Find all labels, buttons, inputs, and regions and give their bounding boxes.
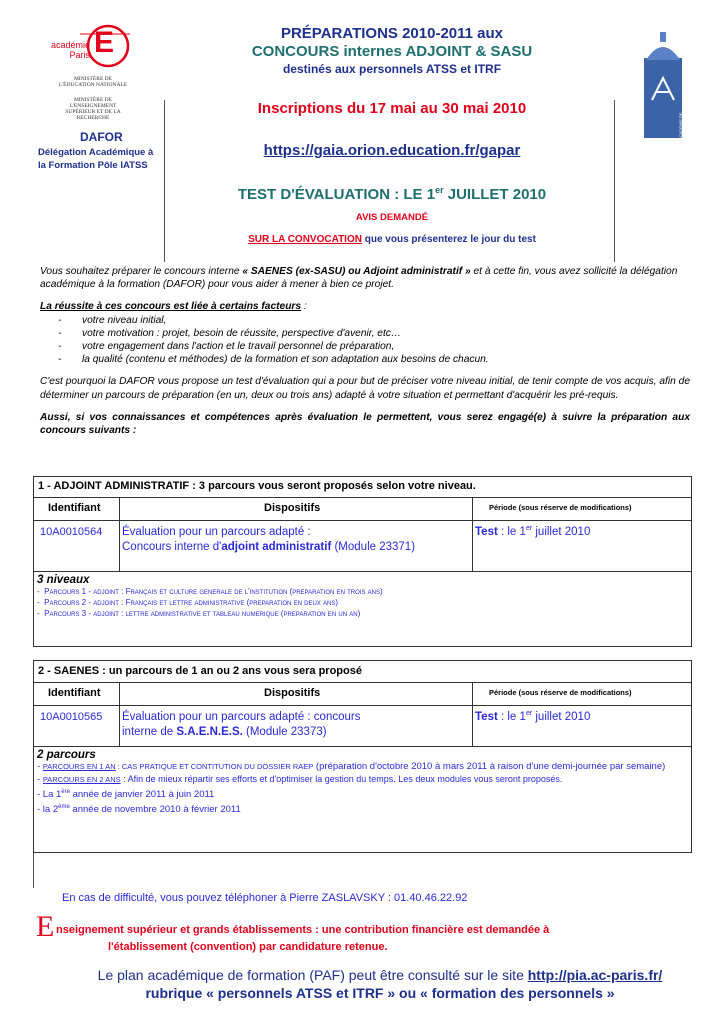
row-identifiant: 10A0010564 bbox=[40, 526, 103, 538]
intro-p2-text: C'est pourquoi la DAFOR vous propose un test d'évaluation qui a pour but de préciser votre niveau initial, de tenir compte de vos acquis, afin de déterminer un parcours de préparation (en un, deux ou trois ans) adapté à votre situation et permettant d'acquérir les pré-requis. bbox=[40, 376, 690, 401]
parcours-title: 2 parcours bbox=[37, 749, 96, 761]
period-pre: : le 1 bbox=[497, 710, 526, 723]
enseignement-line-1: nseignement supérieur et grands établissements : une contribution financière est demandée à bbox=[56, 924, 550, 936]
dispositif-bold: S.A.E.N.E.S. bbox=[176, 726, 243, 738]
pia-link[interactable]: http://pia.ac-paris.fr/ bbox=[527, 967, 663, 983]
ministry-education: MINISTÈRE DE L'ÉDUCATION NATIONALE bbox=[58, 76, 128, 88]
factor-text: votre motivation : projet, besoin de réussite, perspective d'avenir, etc… bbox=[82, 327, 402, 339]
level-text: Parcours 3 - adjoint : lettre administrative et tableau numerique (preparation en un an) bbox=[44, 609, 361, 618]
logo-letter: E bbox=[94, 26, 115, 59]
intro-paragraph-1 bbox=[40, 265, 690, 291]
dispositif-line-2 bbox=[122, 540, 467, 555]
test-title-sup: er bbox=[435, 185, 444, 195]
factor-text: votre engagement dans l'action et le travail personnel de préparation, bbox=[82, 341, 395, 353]
convocation-underlined: SUR LA CONVOCATION bbox=[248, 234, 362, 245]
dispositif-pre: interne de bbox=[122, 726, 177, 738]
list-item: - Parcours 3 - adjoint : lettre administrative et tableau numerique (preparation en un an) bbox=[37, 609, 361, 618]
level-text: Parcours 2 - adjoint : Français et lettre administrative (preparation en deux ans) bbox=[44, 598, 339, 607]
parcours-list bbox=[37, 761, 688, 816]
list-item: - votre niveau initial, bbox=[58, 314, 167, 326]
table-header-row bbox=[34, 498, 691, 521]
academie-logo bbox=[42, 22, 132, 84]
col-identifiant: Identifiant bbox=[48, 687, 101, 699]
year-2-pre: - la 2 bbox=[37, 804, 59, 816]
period-pre: : le 1 bbox=[497, 525, 526, 538]
parcours-1-rest: (préparation d'octobre 2010 à mars 2011 à raison d'une demi-journée par semaine) bbox=[313, 761, 666, 772]
emblem-text: ACADÉMIE DE PARIS bbox=[678, 112, 688, 140]
year-2-line bbox=[37, 801, 688, 816]
intro-p1-b: « SAENES (ex-SASU) ou Adjoint administratif » bbox=[242, 266, 471, 277]
inscriptions-dates: Inscriptions du 17 mai au 30 mai 2010 bbox=[257, 100, 527, 117]
row-dispositif bbox=[122, 525, 467, 555]
levels-section bbox=[34, 572, 691, 621]
dispositif-line-1: Évaluation pour un parcours adapté : bbox=[122, 526, 311, 538]
list-item: - PARCOURS EN 1 AN : CAS PRATIQUE ET CONTITUTION DU DOSSIER RAEP (préparation d'octobre 2010 à mars 2011 à raison d'une demi-journée par semaine) bbox=[37, 761, 666, 772]
right-divider bbox=[614, 100, 615, 262]
dispositif-pre: Concours interne d' bbox=[122, 541, 222, 553]
side-rule bbox=[33, 853, 34, 888]
row-periode bbox=[475, 525, 590, 538]
year-1-post: année de janvier 2011 à juin 2011 bbox=[69, 789, 215, 801]
dafor-title: DAFOR bbox=[80, 130, 123, 144]
factor-text: votre niveau initial, bbox=[82, 314, 167, 326]
list-item: - Parcours 1 - adjoint : Français et culture generale de l'institution (preparation en trois ans) bbox=[37, 587, 383, 596]
convocation-note bbox=[172, 234, 612, 245]
level-text: Parcours 1 - adjoint : Français et culture generale de l'institution (preparation en trois ans) bbox=[44, 587, 383, 596]
factors-list bbox=[58, 314, 690, 367]
levels-list bbox=[37, 586, 688, 619]
table-saenes bbox=[33, 660, 692, 853]
col-periode: Période (sous réserve de modifications) bbox=[489, 688, 632, 697]
ministry-higher-education: MINISTÈRE DE L'ENSEIGNEMENT SUPÉRIEUR ET DE LA RECHERCHE bbox=[65, 97, 121, 121]
left-divider bbox=[164, 100, 165, 262]
period-sup: er bbox=[525, 525, 533, 532]
col-identifiant: Identifiant bbox=[48, 502, 101, 514]
dispositif-line-2 bbox=[122, 725, 467, 740]
parcours-2-rest: : Afin de mieux répartir ses efforts et d'optimiser la gestion du temps. Les deux modules vous seront proposés. bbox=[120, 774, 563, 784]
gaia-link[interactable]: https://gaia.orion.education.fr/gapar bbox=[263, 142, 521, 159]
intro-paragraph-2 bbox=[40, 375, 690, 401]
big-e-initial: E bbox=[36, 910, 55, 943]
table-heading-row bbox=[34, 477, 691, 498]
title-line-2: CONCOURS internes ADJOINT & SASU bbox=[251, 43, 533, 60]
dispositif-post: (Module 23373) bbox=[242, 726, 327, 738]
dispositif-bold: adjoint administratif bbox=[221, 541, 332, 553]
period-test: Test bbox=[475, 710, 498, 723]
row-dispositif bbox=[122, 710, 467, 740]
table-heading: 2 - SAENES : un parcours de 1 an ou 2 ans vous sera proposé bbox=[38, 665, 362, 677]
year-1-sup: ère bbox=[61, 789, 70, 795]
intro-paragraph-3 bbox=[40, 411, 690, 437]
intro-section bbox=[40, 265, 690, 437]
col-periode: Période (sous réserve de modifications) bbox=[489, 503, 632, 512]
table-heading: 1 - ADJOINT ADMINISTRATIF : 3 parcours vous seront proposés selon votre niveau. bbox=[38, 480, 476, 492]
paf-text: Le plan académique de formation (PAF) peut être consulté sur le site bbox=[97, 967, 528, 983]
year-1-line bbox=[37, 786, 688, 801]
table-adjoint bbox=[33, 476, 692, 647]
year-2-sup: ème bbox=[58, 804, 70, 811]
avis-demande: AVIS DEMANDÉ bbox=[355, 212, 429, 223]
list-item: - PARCOURS EN 2 ANS : Afin de mieux répartir ses efforts et d'optimiser la gestion du temps. Les deux modules vous seront proposés. bbox=[37, 774, 563, 785]
row-identifiant: 10A0010565 bbox=[40, 711, 103, 723]
levels-title: 3 niveaux bbox=[37, 574, 90, 586]
test-date-title bbox=[172, 185, 612, 203]
table-header-row bbox=[34, 683, 691, 706]
parcours-section bbox=[34, 747, 691, 818]
period-sup: er bbox=[525, 710, 533, 717]
table-row bbox=[34, 521, 691, 572]
col-dispositifs: Dispositifs bbox=[264, 687, 321, 699]
period-test: Test bbox=[475, 525, 498, 538]
year-2-post: année de novembre 2010 à février 2011 bbox=[69, 804, 241, 816]
intro-p1-c: et à cette fin, vous avez sollicité la délégation académique à la formation (DAFOR) pour vous aider à mener à bien ce projet. bbox=[40, 266, 678, 291]
academie-paris-emblem bbox=[640, 30, 686, 140]
enseignement-line-2: l'établissement (convention) par candidature retenue. bbox=[108, 941, 388, 953]
list-item: - votre engagement dans l'action et le travail personnel de préparation, bbox=[58, 341, 395, 353]
test-title-pre: TEST D'ÉVALUATION : LE 1 bbox=[237, 186, 436, 203]
col-dispositifs: Dispositifs bbox=[264, 502, 321, 514]
factors-title: La réussite à ces concours est liée à certains facteurs bbox=[40, 301, 302, 313]
parcours-1-small: : CAS PRATIQUE ET CONTITUTION DU DOSSIER RAEP bbox=[115, 762, 314, 771]
list-item: - Parcours 2 - adjoint : Français et lettre administrative (preparation en deux ans) bbox=[37, 598, 339, 607]
contact-line: En cas de difficulté, vous pouvez téléphoner à Pierre ZASLAVSKY : 01.40.46.22.92 bbox=[62, 892, 468, 904]
period-post: juillet 2010 bbox=[532, 525, 591, 538]
period-post: juillet 2010 bbox=[532, 710, 591, 723]
table-row bbox=[34, 706, 691, 747]
logo-text: académie Paris bbox=[50, 40, 90, 60]
list-item: - la qualité (contenu et méthodes) de la formation et son adaptation aux besoins de chacun. bbox=[58, 354, 489, 366]
year-1-pre: - La 1 bbox=[37, 789, 62, 801]
dafor-subtitle: Délégation Académique à la Formation Pôle IATSS bbox=[38, 147, 154, 171]
parcours-1-label: PARCOURS EN 1 AN bbox=[42, 762, 116, 771]
parcours-2-label: PARCOURS EN 2 ANS bbox=[42, 775, 121, 784]
paf-line-2: rubrique « personnels ATSS et ITRF » ou « formation des personnels » bbox=[145, 985, 615, 1001]
dispositif-post: (Module 23371) bbox=[331, 541, 416, 553]
table-heading-row bbox=[34, 661, 691, 683]
list-item: - votre motivation : projet, besoin de réussite, perspective d'avenir, etc… bbox=[58, 327, 402, 339]
convocation-rest: que vous présenterez le jour du test bbox=[361, 234, 536, 245]
test-title-post: JUILLET 2010 bbox=[443, 186, 547, 203]
title-line-3: destinés aux personnels ATSS et ITRF bbox=[282, 62, 502, 76]
intro-p3-text: Aussi, si vos connaissances et compétences après évaluation le permettent, vous serez engagé(e) à suivre la préparation aux concours suivants : bbox=[40, 411, 690, 437]
factors-colon: : bbox=[301, 301, 307, 313]
row-periode bbox=[475, 710, 590, 723]
factor-text: la qualité (contenu et méthodes) de la formation et son adaptation aux besoins de chacun. bbox=[82, 354, 489, 366]
intro-p1-a: Vous souhaitez préparer le concours interne bbox=[40, 266, 243, 277]
factors-heading bbox=[40, 300, 690, 313]
title-line-1: PRÉPARATIONS 2010-2011 aux bbox=[280, 25, 504, 42]
paf-line-1 bbox=[60, 967, 700, 983]
dispositif-line-1: Évaluation pour un parcours adapté : concours bbox=[122, 711, 361, 723]
